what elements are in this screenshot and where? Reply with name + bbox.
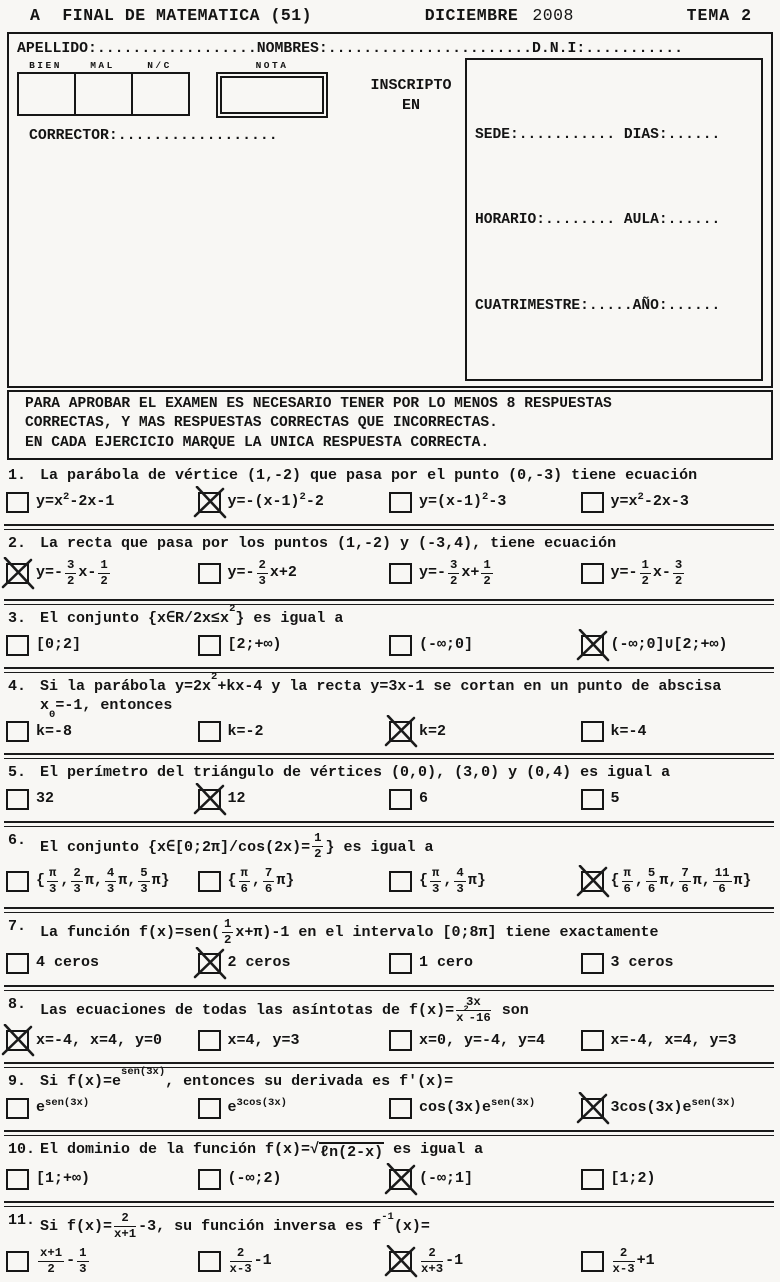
x-mark-icon bbox=[193, 947, 227, 980]
question-number: 3. bbox=[8, 610, 27, 628]
fraction: $\frac{2}{x-3}$ bbox=[229, 1245, 252, 1276]
option-label: y=- $\frac{1}{2}$ x- $\frac{3}{2}$ bbox=[610, 558, 683, 589]
option-checkbox[interactable] bbox=[6, 1030, 29, 1051]
option-label: 1 cero bbox=[419, 953, 474, 971]
x-mark-icon bbox=[384, 715, 418, 748]
option-label: $\frac{2}{x+3}$ -1 bbox=[421, 1245, 464, 1276]
option-checkbox[interactable] bbox=[6, 953, 29, 974]
option bbox=[198, 559, 390, 588]
exam-letter: A bbox=[30, 6, 41, 25]
option-label: (-∞;2) bbox=[227, 1170, 282, 1188]
option-label: 32 bbox=[36, 790, 55, 808]
option-checkbox[interactable] bbox=[6, 1098, 29, 1119]
question-number: 9. bbox=[8, 1073, 27, 1091]
option bbox=[389, 1098, 581, 1119]
options-row bbox=[6, 635, 772, 656]
option bbox=[389, 1247, 581, 1276]
grade-cell-nc bbox=[131, 72, 190, 116]
option-checkbox[interactable] bbox=[198, 563, 221, 584]
exam-tema: TEMA 2 bbox=[686, 6, 752, 25]
option bbox=[389, 1169, 581, 1190]
instructions-box bbox=[7, 390, 773, 460]
option-checkbox[interactable] bbox=[6, 721, 29, 742]
option-label: k=-8 bbox=[36, 722, 73, 740]
sede-dias-line: SEDE:........... DIAS:...... bbox=[475, 127, 721, 144]
fraction: $\frac{3x}{x^2-16}$ bbox=[456, 994, 491, 1025]
option-checkbox[interactable] bbox=[198, 953, 221, 974]
option-label: (-∞;0] bbox=[419, 636, 474, 654]
option-label: [1;+∞) bbox=[36, 1170, 91, 1188]
option bbox=[198, 867, 390, 896]
option-checkbox[interactable] bbox=[198, 1251, 221, 1272]
options-row bbox=[6, 1247, 772, 1276]
option-label: (-∞;1] bbox=[419, 1170, 474, 1188]
fraction: $\frac{2}{3}$ bbox=[73, 865, 81, 896]
fraction: $\frac{1}{2}$ bbox=[483, 558, 491, 589]
option-label: [1;2) bbox=[610, 1170, 656, 1188]
option bbox=[389, 635, 581, 656]
horario-aula-line: HORARIO:........ AULA:...... bbox=[475, 212, 721, 229]
option bbox=[6, 721, 198, 742]
grade-header-nc: N/C bbox=[147, 60, 172, 72]
question-text: El dominio de la función f(x)= √ ℓn(2-x) es igual a bbox=[40, 1141, 484, 1162]
fraction: $\frac{2}{x-3}$ bbox=[612, 1245, 635, 1276]
option-checkbox[interactable] bbox=[581, 721, 604, 742]
sede-box bbox=[465, 58, 763, 381]
option-label: y=(x-1) $^2$ -3 bbox=[419, 490, 507, 510]
option bbox=[581, 1030, 773, 1051]
fraction: $\frac{11}{6}$ bbox=[714, 865, 730, 896]
option bbox=[389, 559, 581, 588]
apellido-nombres-dni-line: APELLIDO:..................NOMBRES:.......................D.N.I:........... bbox=[17, 40, 683, 57]
option bbox=[6, 1247, 198, 1276]
option-label: 6 bbox=[419, 790, 429, 808]
options-row bbox=[6, 492, 772, 513]
option bbox=[581, 635, 773, 656]
question bbox=[6, 759, 772, 816]
option bbox=[198, 789, 390, 810]
option-checkbox[interactable] bbox=[389, 1098, 412, 1119]
instructions-line-3: EN CADA EJERCICIO MARQUE LA UNICA RESPUESTA CORRECTA. bbox=[25, 434, 490, 451]
option-checkbox[interactable] bbox=[6, 492, 29, 513]
x-mark-icon bbox=[576, 865, 610, 898]
x-mark-icon bbox=[1, 1024, 35, 1057]
question-text: La recta que pasa por los puntos (1,-2) y (-3,4), tiene ecuación bbox=[40, 534, 617, 552]
question-text: Si f(x)= $\frac{2}{x+1}$ -3, su función inversa es $f^{-1}(x)=$ bbox=[40, 1210, 430, 1241]
fraction: $\frac{1}{2}$ bbox=[641, 558, 649, 589]
option bbox=[389, 789, 581, 810]
option bbox=[389, 492, 581, 513]
option-checkbox[interactable] bbox=[6, 1251, 29, 1272]
option-checkbox[interactable] bbox=[6, 789, 29, 810]
fraction: $\frac{1}{2}$ bbox=[314, 831, 322, 862]
question-text: La parábola de vértice (1,-2) que pasa por el punto (0,-3) tiene ecuación bbox=[40, 466, 698, 484]
question-text: Si $f(x)=e^{sen(3x)}$, entonces su derivada es f'(x)= bbox=[40, 1066, 454, 1091]
option-checkbox[interactable] bbox=[389, 789, 412, 810]
question-text: La función f(x)=sen( $\frac{1}{2}$ x+π)-1 en el intervalo [0;8π] tiene exactamente bbox=[40, 916, 659, 947]
instructions-line-1: PARA APROBAR EL EXAMEN ES NECESARIO TENER POR LO MENOS 8 RESPUESTAS bbox=[25, 396, 612, 413]
option bbox=[198, 721, 390, 742]
grade-header-mal: MAL bbox=[90, 60, 115, 72]
option-checkbox[interactable] bbox=[198, 871, 221, 892]
option bbox=[581, 789, 773, 810]
options-row bbox=[6, 867, 772, 896]
option-label: y=- $\frac{3}{2}$ x+ $\frac{1}{2}$ bbox=[419, 558, 491, 589]
exam-date-year: 2008 bbox=[532, 6, 574, 25]
option bbox=[581, 1247, 773, 1276]
option-label: $\frac{2}{x-3}$ +1 bbox=[612, 1245, 655, 1276]
fraction: $\frac{\pi}{3}$ bbox=[432, 865, 440, 896]
option-label: { $\frac{\pi}{6}$ , $\frac{5}{6}$ π, $\frac{7}{6}$ π, $\frac{11}{6}$ π} bbox=[610, 865, 752, 896]
fraction: $\frac{\pi}{6}$ bbox=[240, 865, 248, 896]
option-label: { $\frac{\pi}{6}$ , $\frac{7}{6}$ π} bbox=[227, 865, 295, 896]
options-row bbox=[6, 559, 772, 588]
exam-title: FINAL DE MATEMATICA (51) bbox=[62, 6, 313, 25]
option bbox=[6, 1098, 198, 1119]
option bbox=[198, 492, 390, 513]
option-label: y=- $\frac{3}{2}$ x- $\frac{1}{2}$ bbox=[36, 558, 108, 589]
question-number: 8. bbox=[8, 995, 27, 1013]
option-label: y=x $^2$ -2x-1 bbox=[36, 490, 115, 510]
option-checkbox[interactable] bbox=[389, 1030, 412, 1051]
question-number: 10. bbox=[8, 1141, 36, 1159]
option-label: x=-4, x=4, y=0 bbox=[36, 1031, 163, 1049]
option-label: 5 bbox=[610, 790, 620, 808]
question-number: 7. bbox=[8, 917, 27, 935]
question bbox=[6, 827, 772, 902]
corrector-line: CORRECTOR:.................. bbox=[29, 127, 278, 144]
fraction: $\frac{3}{2}$ bbox=[67, 558, 75, 589]
option bbox=[6, 1030, 198, 1051]
fraction: $\frac{5}{3}$ bbox=[140, 865, 148, 896]
option-checkbox[interactable] bbox=[6, 1169, 29, 1190]
inscripto-en-label: INSCRIPTO EN bbox=[370, 77, 452, 115]
question-number: 5. bbox=[8, 764, 27, 782]
option-checkbox[interactable] bbox=[581, 871, 604, 892]
question bbox=[6, 991, 772, 1058]
cuatrimestre-anio-line: CUATRIMESTRE:.....AÑO:...... bbox=[475, 297, 721, 314]
fraction: $\frac{\pi}{6}$ bbox=[623, 865, 631, 896]
options-row bbox=[6, 1030, 772, 1051]
student-info-box bbox=[7, 32, 773, 388]
x-mark-icon bbox=[193, 783, 227, 816]
option-checkbox[interactable] bbox=[581, 492, 604, 513]
question-number: 1. bbox=[8, 466, 27, 484]
question-text: Las ecuaciones de todas las asíntotas de f(x)= $\frac{3x}{x^2-16}$ son bbox=[40, 994, 529, 1025]
option-checkbox[interactable] bbox=[581, 953, 604, 974]
exam-title-left bbox=[30, 6, 312, 27]
option-label: y=- $\frac{2}{3}$ x+2 bbox=[227, 558, 297, 589]
option-label: x=0, y=-4, y=4 bbox=[419, 1031, 546, 1049]
question bbox=[6, 1068, 772, 1125]
question bbox=[6, 670, 772, 749]
option bbox=[6, 867, 198, 896]
option-checkbox[interactable] bbox=[581, 563, 604, 584]
option-checkbox[interactable] bbox=[581, 635, 604, 656]
fraction: $\frac{2}{x+1}$ bbox=[114, 1210, 137, 1241]
question-number: 2. bbox=[8, 534, 27, 552]
x-mark-icon bbox=[384, 1163, 418, 1196]
option-checkbox[interactable] bbox=[198, 1098, 221, 1119]
option bbox=[581, 559, 773, 588]
grade-area bbox=[17, 60, 357, 381]
question bbox=[6, 462, 772, 519]
x-mark-icon bbox=[384, 1245, 418, 1278]
option-label: 2 ceros bbox=[227, 953, 291, 971]
option bbox=[581, 867, 773, 896]
options-row bbox=[6, 953, 772, 974]
option bbox=[389, 953, 581, 974]
sqrt-expression: √ ℓn(2-x) bbox=[310, 1141, 384, 1162]
question-number: 11. bbox=[8, 1211, 36, 1229]
option bbox=[581, 492, 773, 513]
fraction: $\frac{7}{6}$ bbox=[264, 865, 273, 896]
question-text: Si la parábola $y=2x^2+kx-4$ y la recta y=3x-1 se cortan en un punto de abscisa $x_0=-1$, entonces bbox=[40, 670, 722, 721]
option bbox=[389, 1030, 581, 1051]
option bbox=[389, 867, 581, 896]
option-checkbox[interactable] bbox=[198, 1169, 221, 1190]
option bbox=[581, 1169, 773, 1190]
question bbox=[6, 913, 772, 980]
question-text: El perímetro del triángulo de vértices (0,0), (3,0) y (0,4) es igual a bbox=[40, 764, 671, 782]
options-row bbox=[6, 721, 772, 742]
x-mark-icon bbox=[576, 629, 610, 662]
option-label: { $\frac{\pi}{3}$ , $\frac{4}{3}$ π} bbox=[419, 865, 486, 896]
option-checkbox[interactable] bbox=[581, 789, 604, 810]
option-checkbox[interactable] bbox=[198, 789, 221, 810]
option-label: $\frac{x+1}{2}$ - $\frac{1}{3}$ bbox=[40, 1245, 87, 1276]
option-checkbox[interactable] bbox=[198, 635, 221, 656]
instructions-line-2: CORRECTAS, Y MAS RESPUESTAS CORRECTAS QUE INCORRECTAS. bbox=[25, 415, 498, 432]
fraction: $\frac{1}{2}$ bbox=[100, 558, 108, 589]
option-checkbox[interactable] bbox=[389, 1169, 412, 1190]
options-row bbox=[6, 1098, 772, 1119]
option bbox=[6, 789, 198, 810]
option bbox=[6, 953, 198, 974]
nota-label: NOTA bbox=[255, 60, 289, 72]
option-checkbox[interactable] bbox=[389, 953, 412, 974]
fraction: $\frac{2}{x+3}$ bbox=[421, 1245, 444, 1276]
option-label: x=4, y=3 bbox=[227, 1031, 300, 1049]
option bbox=[6, 635, 198, 656]
option bbox=[198, 1247, 390, 1276]
option bbox=[198, 1098, 390, 1119]
option-checkbox[interactable] bbox=[389, 635, 412, 656]
exam-date bbox=[425, 6, 574, 27]
x-mark-icon bbox=[576, 1092, 610, 1125]
option bbox=[198, 635, 390, 656]
option bbox=[6, 1169, 198, 1190]
question-number: 4. bbox=[8, 677, 27, 695]
option-label: k=-2 bbox=[227, 722, 264, 740]
option-checkbox[interactable] bbox=[6, 635, 29, 656]
option bbox=[6, 492, 198, 513]
fraction: $\frac{2}{3}$ bbox=[258, 558, 266, 589]
fraction: $\frac{x+1}{2}$ bbox=[40, 1245, 63, 1276]
option bbox=[198, 1169, 390, 1190]
grade-cell-bien bbox=[17, 72, 76, 116]
option-checkbox[interactable] bbox=[389, 721, 412, 742]
fraction: $\frac{4}{3}$ bbox=[106, 865, 115, 896]
option-label: { $\frac{\pi}{3}$ , $\frac{2}{3}$ π, $\frac{4}{3}$ π, $\frac{5}{3}$ π} bbox=[36, 865, 170, 896]
option-checkbox[interactable] bbox=[198, 1030, 221, 1051]
option-label: y=-(x-1) $^2$ -2 bbox=[227, 490, 324, 510]
option bbox=[389, 721, 581, 742]
option-label: 3cos(3x)e $^{sen(3x)}$ bbox=[610, 1097, 736, 1117]
question-text: El conjunto {x∈[0;2π]/cos(2x)= $\frac{1}{2}$ } es igual a bbox=[40, 831, 434, 862]
grade-header-bien: BIEN bbox=[29, 60, 62, 72]
question-number: 6. bbox=[8, 832, 27, 850]
option-label: e $^{3cos(3x)}$ bbox=[227, 1097, 287, 1117]
question bbox=[6, 1207, 772, 1282]
option-label: e $^{sen(3x)}$ bbox=[36, 1097, 90, 1117]
option bbox=[198, 1030, 390, 1051]
option-label: cos(3x)e $^{sen(3x)}$ bbox=[419, 1097, 536, 1117]
option-checkbox[interactable] bbox=[389, 563, 412, 584]
fraction: $\frac{4}{3}$ bbox=[456, 865, 464, 896]
option-label: [0;2] bbox=[36, 636, 82, 654]
option-checkbox[interactable] bbox=[389, 871, 412, 892]
option-checkbox[interactable] bbox=[198, 492, 221, 513]
nota-box bbox=[216, 72, 328, 118]
fraction: $\frac{5}{6}$ bbox=[647, 865, 656, 896]
grade-cells bbox=[17, 72, 190, 116]
questions-list bbox=[0, 460, 780, 1282]
exam-date-month: DICIEMBRE bbox=[424, 6, 519, 25]
option-label: $\frac{2}{x-3}$ -1 bbox=[229, 1245, 272, 1276]
fraction: $\frac{3}{2}$ bbox=[674, 558, 683, 589]
exam-header bbox=[0, 0, 780, 29]
option-checkbox[interactable] bbox=[581, 1169, 604, 1190]
option-label: [2;+∞) bbox=[227, 636, 282, 654]
option-checkbox[interactable] bbox=[389, 492, 412, 513]
x-mark-icon bbox=[193, 486, 227, 519]
option-label: k=2 bbox=[419, 722, 447, 740]
options-row bbox=[6, 1169, 772, 1190]
option-label: k=-4 bbox=[610, 722, 647, 740]
fraction: $\frac{7}{6}$ bbox=[681, 865, 689, 896]
question bbox=[6, 530, 772, 595]
option-checkbox[interactable] bbox=[6, 563, 29, 584]
question bbox=[6, 602, 772, 662]
option bbox=[6, 559, 198, 588]
x-mark-icon bbox=[1, 557, 35, 590]
option-checkbox[interactable] bbox=[198, 721, 221, 742]
option-checkbox[interactable] bbox=[581, 1251, 604, 1272]
option bbox=[581, 953, 773, 974]
fraction: $\frac{3}{2}$ bbox=[450, 558, 458, 589]
option-checkbox[interactable] bbox=[581, 1030, 604, 1051]
option-label: 4 ceros bbox=[36, 953, 100, 971]
option-checkbox[interactable] bbox=[6, 871, 29, 892]
fraction: $\frac{\pi}{3}$ bbox=[49, 865, 57, 896]
option-label: x=-4, x=4, y=3 bbox=[610, 1031, 737, 1049]
question bbox=[6, 1136, 772, 1196]
question-text: El conjunto $\{x\in R/2x\le x^2\}$ es igual a bbox=[40, 602, 344, 628]
option bbox=[198, 953, 390, 974]
option-label: 3 ceros bbox=[610, 953, 674, 971]
fraction: $\frac{1}{2}$ bbox=[224, 916, 232, 947]
option-checkbox[interactable] bbox=[389, 1251, 412, 1272]
option bbox=[581, 1098, 773, 1119]
option-label: y=x $^2$ -2x-3 bbox=[610, 490, 689, 510]
fraction: $\frac{1}{3}$ bbox=[79, 1245, 87, 1276]
option-label: (-∞;0]∪[2;+∞) bbox=[610, 636, 728, 654]
options-row bbox=[6, 789, 772, 810]
option-label: 12 bbox=[227, 790, 246, 808]
grade-cell-mal bbox=[74, 72, 133, 116]
option-checkbox[interactable] bbox=[581, 1098, 604, 1119]
option bbox=[581, 721, 773, 742]
